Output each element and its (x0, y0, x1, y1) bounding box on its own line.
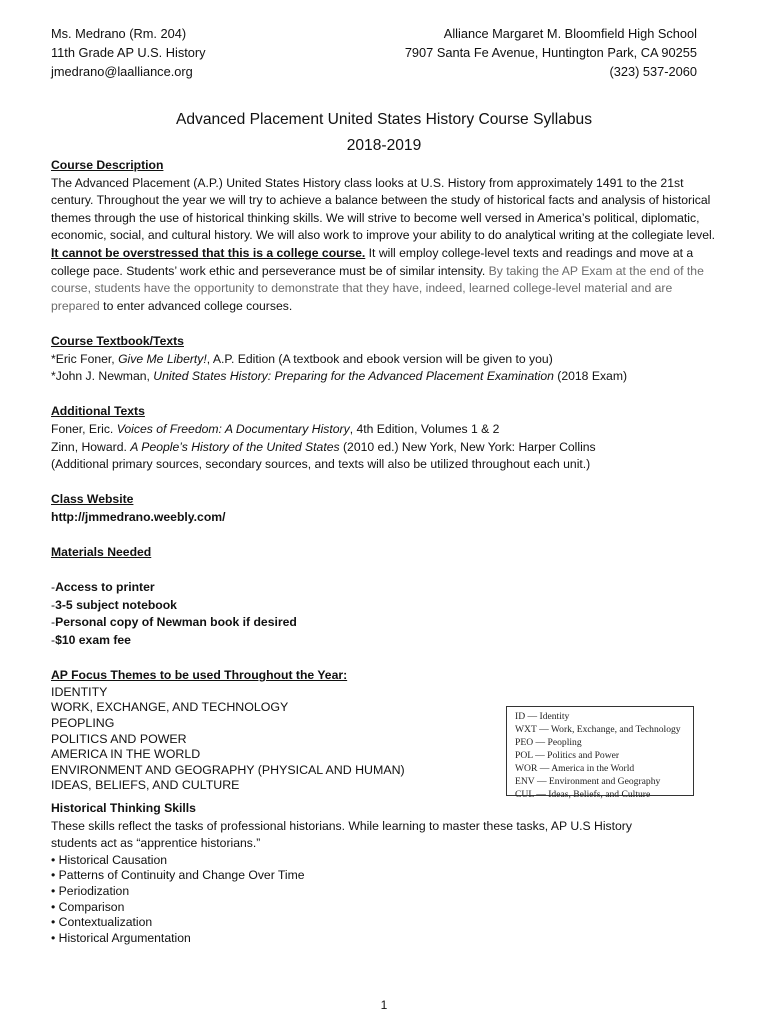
page-title: Advanced Placement United States History Course Syllabus (175, 111, 593, 128)
list-item: • Historical Argumentation (51, 930, 191, 945)
legend-item: WOR — America in the World (515, 763, 635, 774)
list-item: IDENTITY (51, 684, 108, 699)
college-course-emphasis: It cannot be overstressed that this is a college course. (51, 245, 366, 260)
teacher-name: Ms. Medrano (Rm. 204) (51, 26, 187, 41)
themes-heading: AP Focus Themes to be used Throughout the Year: (51, 668, 348, 683)
skills-intro: These skills reflect the tasks of professional historians. While learning to master these tasks, AP U.S History students act as “apprentice historians.” (51, 818, 632, 851)
legend-item: PEO — Peopling (515, 737, 582, 748)
textbook-item: *Eric Foner, Give Me Liberty!, A.P. Edition (A textbook and ebook version will be given to you) (51, 351, 553, 366)
textbook-item: *John J. Newman, United States History: Preparing for the Advanced Placement Examination (2018 Exam) (51, 369, 628, 384)
list-item: IDEAS, BELIEFS, AND CULTURE (51, 778, 240, 793)
list-item: AMERICA IN THE WORLD (51, 747, 201, 762)
additional-text-item: Foner, Eric. Voices of Freedom: A Documentary History, 4th Edition, Volumes 1 & 2 (51, 421, 500, 436)
school-year: 2018-2019 (346, 137, 422, 154)
materials-list (51, 579, 721, 649)
teacher-info (51, 24, 206, 81)
skills-heading: Historical Thinking Skills (51, 800, 196, 815)
additional-texts-note: (Additional primary sources, secondary sources, and texts will also be utilized throughout each unit.) (51, 457, 591, 472)
course-name: 11th Grade AP U.S. History (51, 45, 206, 60)
materials-heading: Materials Needed (51, 545, 152, 560)
list-item: PEOPLING (51, 716, 115, 730)
additional-text-item: Zinn, Howard. A People’s History of the United States (2010 ed.) New York, New York: Harper Collins (51, 439, 596, 454)
list-item: • Comparison (51, 899, 125, 914)
course-description-text: The Advanced Placement (A.P.) United States History class looks at U.S. History from approximately 1491 to the 21st century. Throughout the year we will try to achieve a balance between the study of historical facts and analysis of historical themes through the use of historical thinking skills. We will strive to become well versed in America’s political, diplomatic, economic, social, and cultural history. We will also work to improve your ability to do analytical writing at the collegiate level. It cannot be overstressed that this is a college course. It will employ college-level texts and readings and move at a college pace. Students’ work ethic and perseverance must be of similar intensity. By taking the AP Exam at the end of the course, students have the opportunity to demonstrate that they have, indeed, learned college-level material and are prepared to enter advanced college courses. (51, 175, 716, 313)
legend-item: WXT — Work, Exchange, and Technology (515, 724, 681, 735)
syllabus-body (51, 157, 721, 946)
list-item: -Access to printer (51, 580, 155, 595)
school-name: Alliance Margaret M. Bloomfield High School (443, 26, 697, 41)
class-website-link[interactable]: http://jmmedrano.weebly.com/ (51, 509, 226, 524)
legend-item: POL — Politics and Power (515, 750, 620, 761)
list-item: POLITICS AND POWER (51, 731, 187, 746)
additional-texts-heading: Additional Texts (51, 404, 145, 419)
list-item: • Patterns of Continuity and Change Over Time (51, 868, 305, 883)
school-phone: (323) 537-2060 (609, 64, 697, 79)
title-block (0, 107, 768, 159)
legend-item: ID — Identity (515, 711, 570, 722)
list-item: • Periodization (51, 883, 130, 898)
list-item: • Contextualization (51, 915, 153, 930)
school-info (405, 24, 697, 81)
list-item: -$10 exam fee (51, 633, 131, 648)
class-website-heading: Class Website (51, 492, 134, 507)
textbooks-heading: Course Textbook/Texts (51, 333, 184, 348)
course-description-heading: Course Description (51, 158, 164, 172)
list-item: -3-5 subject notebook (51, 597, 177, 612)
list-item: ENVIRONMENT AND GEOGRAPHY (PHYSICAL AND HUMAN) (51, 762, 405, 777)
themes-legend-box (506, 706, 694, 800)
page-number: 1 (380, 998, 388, 1012)
school-address: 7907 Santa Fe Avenue, Huntington Park, CA 90255 (404, 45, 697, 60)
legend-item: ENV — Environment and Geography (515, 776, 661, 787)
list-item: • Historical Causation (51, 852, 168, 867)
list-item: WORK, EXCHANGE, AND TECHNOLOGY (51, 700, 289, 715)
teacher-email: jmedrano@laalliance.org (51, 64, 193, 79)
skills-list (51, 853, 721, 947)
legend-item: CUL — Ideas, Beliefs, and Culture (515, 789, 651, 800)
list-item: -Personal copy of Newman book if desired (51, 615, 297, 630)
